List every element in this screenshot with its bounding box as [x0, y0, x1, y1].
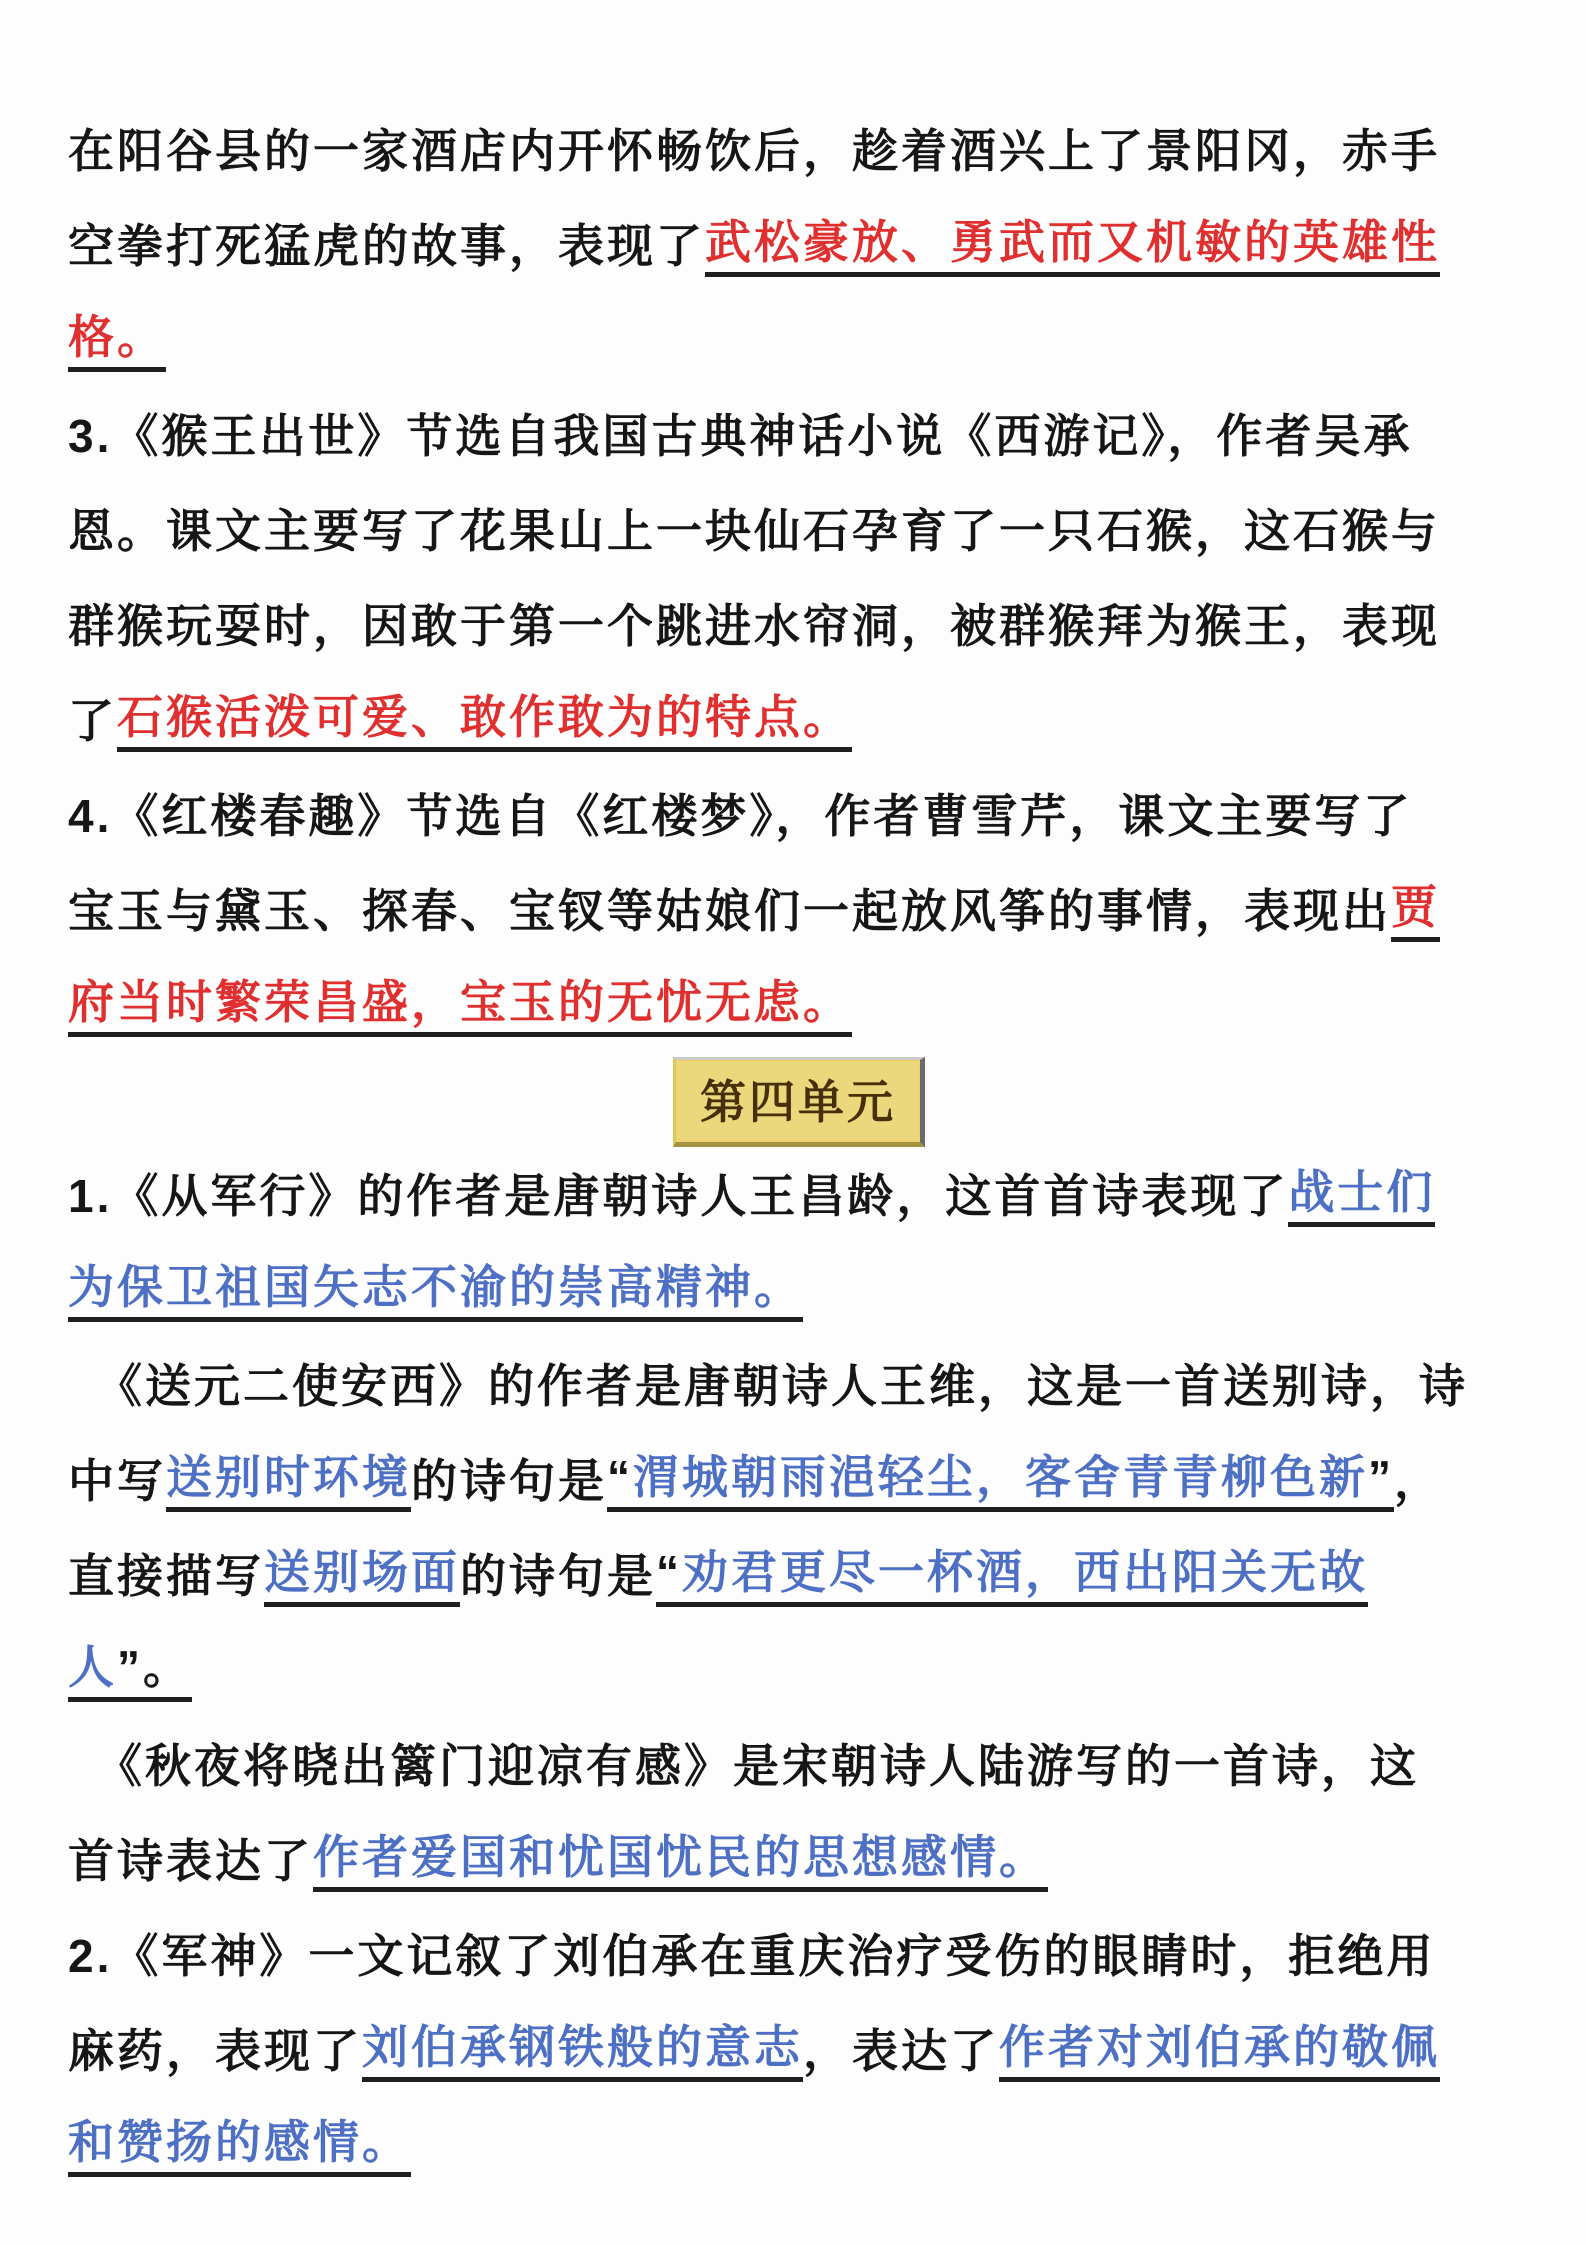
highlight-blue-segment: 作者对刘伯承的敬佩	[999, 2021, 1440, 2083]
highlight-red-segment: 石猴活泼可爱、敢作敢为的特点。	[117, 691, 852, 753]
quote-mark-segment: “	[656, 1546, 682, 1608]
quote-mark-segment: ”	[1368, 1451, 1394, 1513]
highlight-blue-segment: 和赞扬的感情。	[68, 2116, 411, 2178]
highlight-red-segment: 武松豪放、勇武而又机敏的英雄性	[705, 216, 1440, 278]
text-segment: 直接描写	[68, 1550, 264, 1603]
text-line	[68, 1624, 1530, 1719]
highlight-red-segment: 府当时繁荣昌盛，宝玉的无忧无虑。	[68, 976, 852, 1038]
text-segment: 恩。课文主要写了花果山上一块仙石孕育了一只石猴，这石猴与	[68, 505, 1440, 558]
quote-mark-segment: ”。	[117, 1641, 192, 1703]
text-line	[68, 104, 1530, 199]
text-segment: 的诗句是	[411, 1455, 607, 1508]
text-line	[68, 484, 1530, 579]
highlight-blue-segment: 送别时环境	[166, 1451, 411, 1513]
text-segment: 1.《从军行》的作者是唐朝诗人王昌龄，这首首诗表现了	[68, 1170, 1289, 1223]
text-line	[68, 1244, 1530, 1339]
highlight-blue-segment: 送别场面	[264, 1546, 460, 1608]
text-segment: 空拳打死猛虎的故事，表现了	[68, 220, 705, 273]
highlight-blue-segment: 为保卫祖国矢志不渝的崇高精神。	[68, 1261, 803, 1323]
text-line	[68, 294, 1530, 389]
highlight-blue-segment: 劝君更尽一杯酒，西出阳关无故	[682, 1546, 1368, 1608]
text-segment: 麻药，表现了	[68, 2025, 362, 2078]
text-segment: ，	[1394, 1455, 1443, 1508]
highlight-red-segment: 贾	[1391, 881, 1440, 943]
text-segment: 宝玉与黛玉、探春、宝钗等姑娘们一起放风筝的事情，表现出	[68, 885, 1391, 938]
text-segment: 群猴玩耍时，因敢于第一个跳进水帘洞，被群猴拜为猴王，表现	[68, 600, 1440, 653]
highlight-blue-segment: 战士们	[1288, 1166, 1435, 1228]
quote-mark-segment: “	[607, 1451, 633, 1513]
highlight-blue-segment: 作者爱国和忧国忧民的思想感情。	[313, 1831, 1048, 1893]
text-line	[68, 2099, 1530, 2194]
text-segment: 的诗句是	[460, 1550, 656, 1603]
text-line	[68, 2004, 1530, 2099]
text-line	[68, 769, 1530, 864]
text-segment: 首诗表达了	[68, 1835, 313, 1888]
text-line	[68, 199, 1530, 294]
text-segment: 了	[68, 695, 117, 748]
text-segment: 2.《军神》一文记叙了刘伯承在重庆治疗受伤的眼睛时，拒绝用	[68, 1930, 1436, 1983]
text-segment: 4.《红楼春趣》节选自《红楼梦》，作者曹雪芹，课文主要写了	[68, 790, 1413, 843]
text-line	[68, 1529, 1530, 1624]
text-line	[68, 389, 1530, 484]
highlight-blue-segment: 人	[68, 1641, 117, 1703]
text-line	[68, 674, 1530, 769]
text-line	[68, 1814, 1530, 1909]
unit-header-row	[68, 1054, 1530, 1149]
text-segment: 中写	[68, 1455, 166, 1508]
text-line	[68, 1149, 1530, 1244]
text-segment: 《送元二使安西》的作者是唐朝诗人王维，这是一首送别诗，诗	[96, 1360, 1468, 1413]
text-line	[68, 579, 1530, 674]
text-line	[68, 864, 1530, 959]
text-segment: 《秋夜将晓出篱门迎凉有感》是宋朝诗人陆游写的一首诗，这	[96, 1740, 1419, 1793]
unit-4-badge: 第四单元	[673, 1057, 925, 1147]
highlight-blue-segment: 刘伯承钢铁般的意志	[362, 2021, 803, 2083]
highlight-red-segment: 格。	[68, 311, 166, 373]
text-line	[68, 1909, 1530, 2004]
text-line	[68, 1434, 1530, 1529]
text-line	[68, 1719, 1530, 1814]
text-line	[68, 959, 1530, 1054]
highlight-blue-segment: 渭城朝雨浥轻尘，客舍青青柳色新	[633, 1451, 1368, 1513]
text-segment: 3.《猴王出世》节选自我国古典神话小说《西游记》，作者吴承	[68, 410, 1413, 463]
text-segment: ，表达了	[803, 2025, 999, 2078]
text-segment: 在阳谷县的一家酒店内开怀畅饮后，趁着酒兴上了景阳冈，赤手	[68, 125, 1440, 178]
text-line	[68, 1339, 1530, 1434]
